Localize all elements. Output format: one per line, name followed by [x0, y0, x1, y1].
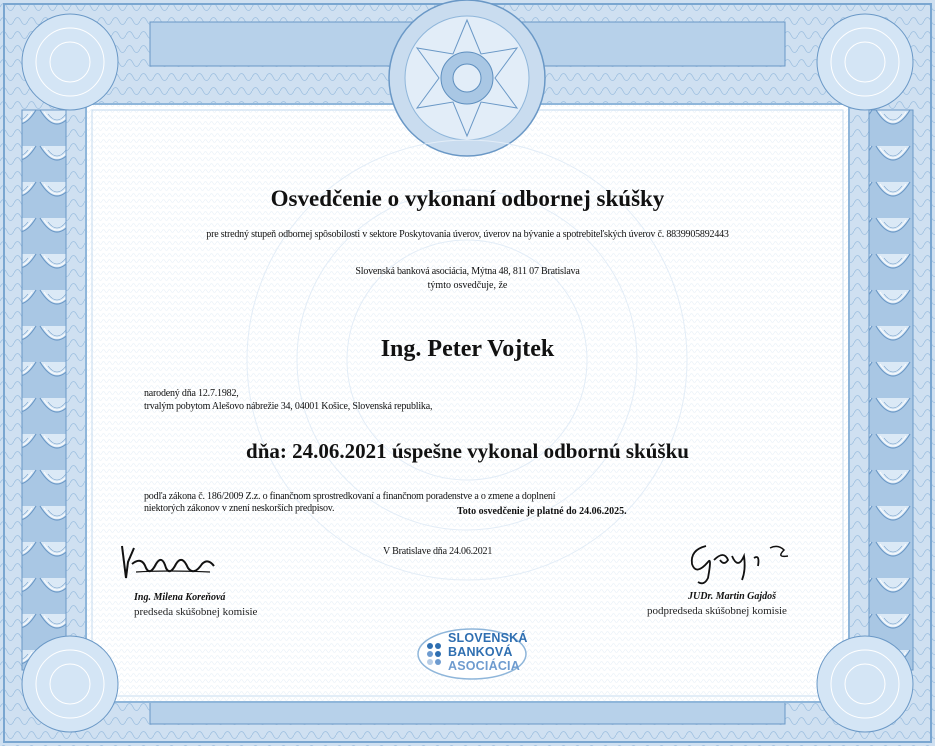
validity-note: Toto osvedčenie je platné do 24.06.2025. — [457, 506, 627, 517]
certificate-title: Osvedčenie o vykonaní odbornej skúšky — [270, 186, 665, 211]
signatory-left-role: predseda skúšobnej komisie — [134, 606, 258, 618]
certificate-subtitle: pre stredný stupeň odbornej spôsobilosti v sektore Poskytovania úverov, úverov na bývanie a spotrebiteľských úverov č. 8839905892443 — [206, 229, 729, 240]
issuer-line: Slovenská banková asociácia, Mýtna 48, 811 07 Bratislava — [355, 266, 580, 277]
signature-left — [116, 542, 220, 592]
signature-right — [684, 536, 804, 588]
signatory-left-name: Ing. Milena Koreňová — [134, 592, 226, 603]
place-date: V Bratislave dňa 24.06.2021 — [383, 546, 493, 557]
logo-line-3: ASOCIÁCIA — [448, 659, 520, 673]
confirm-line: týmto osvedčuje, že — [427, 280, 508, 291]
exam-date-line: dňa: 24.06.2021 úspešne vykonal odbornú skúšku — [246, 439, 689, 463]
birth-line: narodený dňa 12.7.1982, — [144, 388, 239, 399]
address-line: trvalým pobytom Alešovo nábrežie 34, 04001 Košice, Slovenská republika, — [144, 401, 433, 412]
law-line-2: niektorých zákonov v znení neskorších predpisov. — [144, 503, 335, 514]
law-line-1: podľa zákona č. 186/2009 Z.z. o finančnom sprostredkovaní a finančnom poradenstve a o zmene a doplnení — [144, 491, 556, 502]
recipient-name: Ing. Peter Vojtek — [380, 336, 555, 362]
signatory-right-name: JUDr. Martin Gajdoš — [688, 591, 777, 602]
logo-line-2: BANKOVÁ — [448, 645, 513, 659]
signatory-right-role: podpredseda skúšobnej komisie — [647, 605, 787, 617]
sba-logo-text — [448, 631, 528, 673]
logo-line-1: SLOVENSKÁ — [448, 631, 528, 645]
